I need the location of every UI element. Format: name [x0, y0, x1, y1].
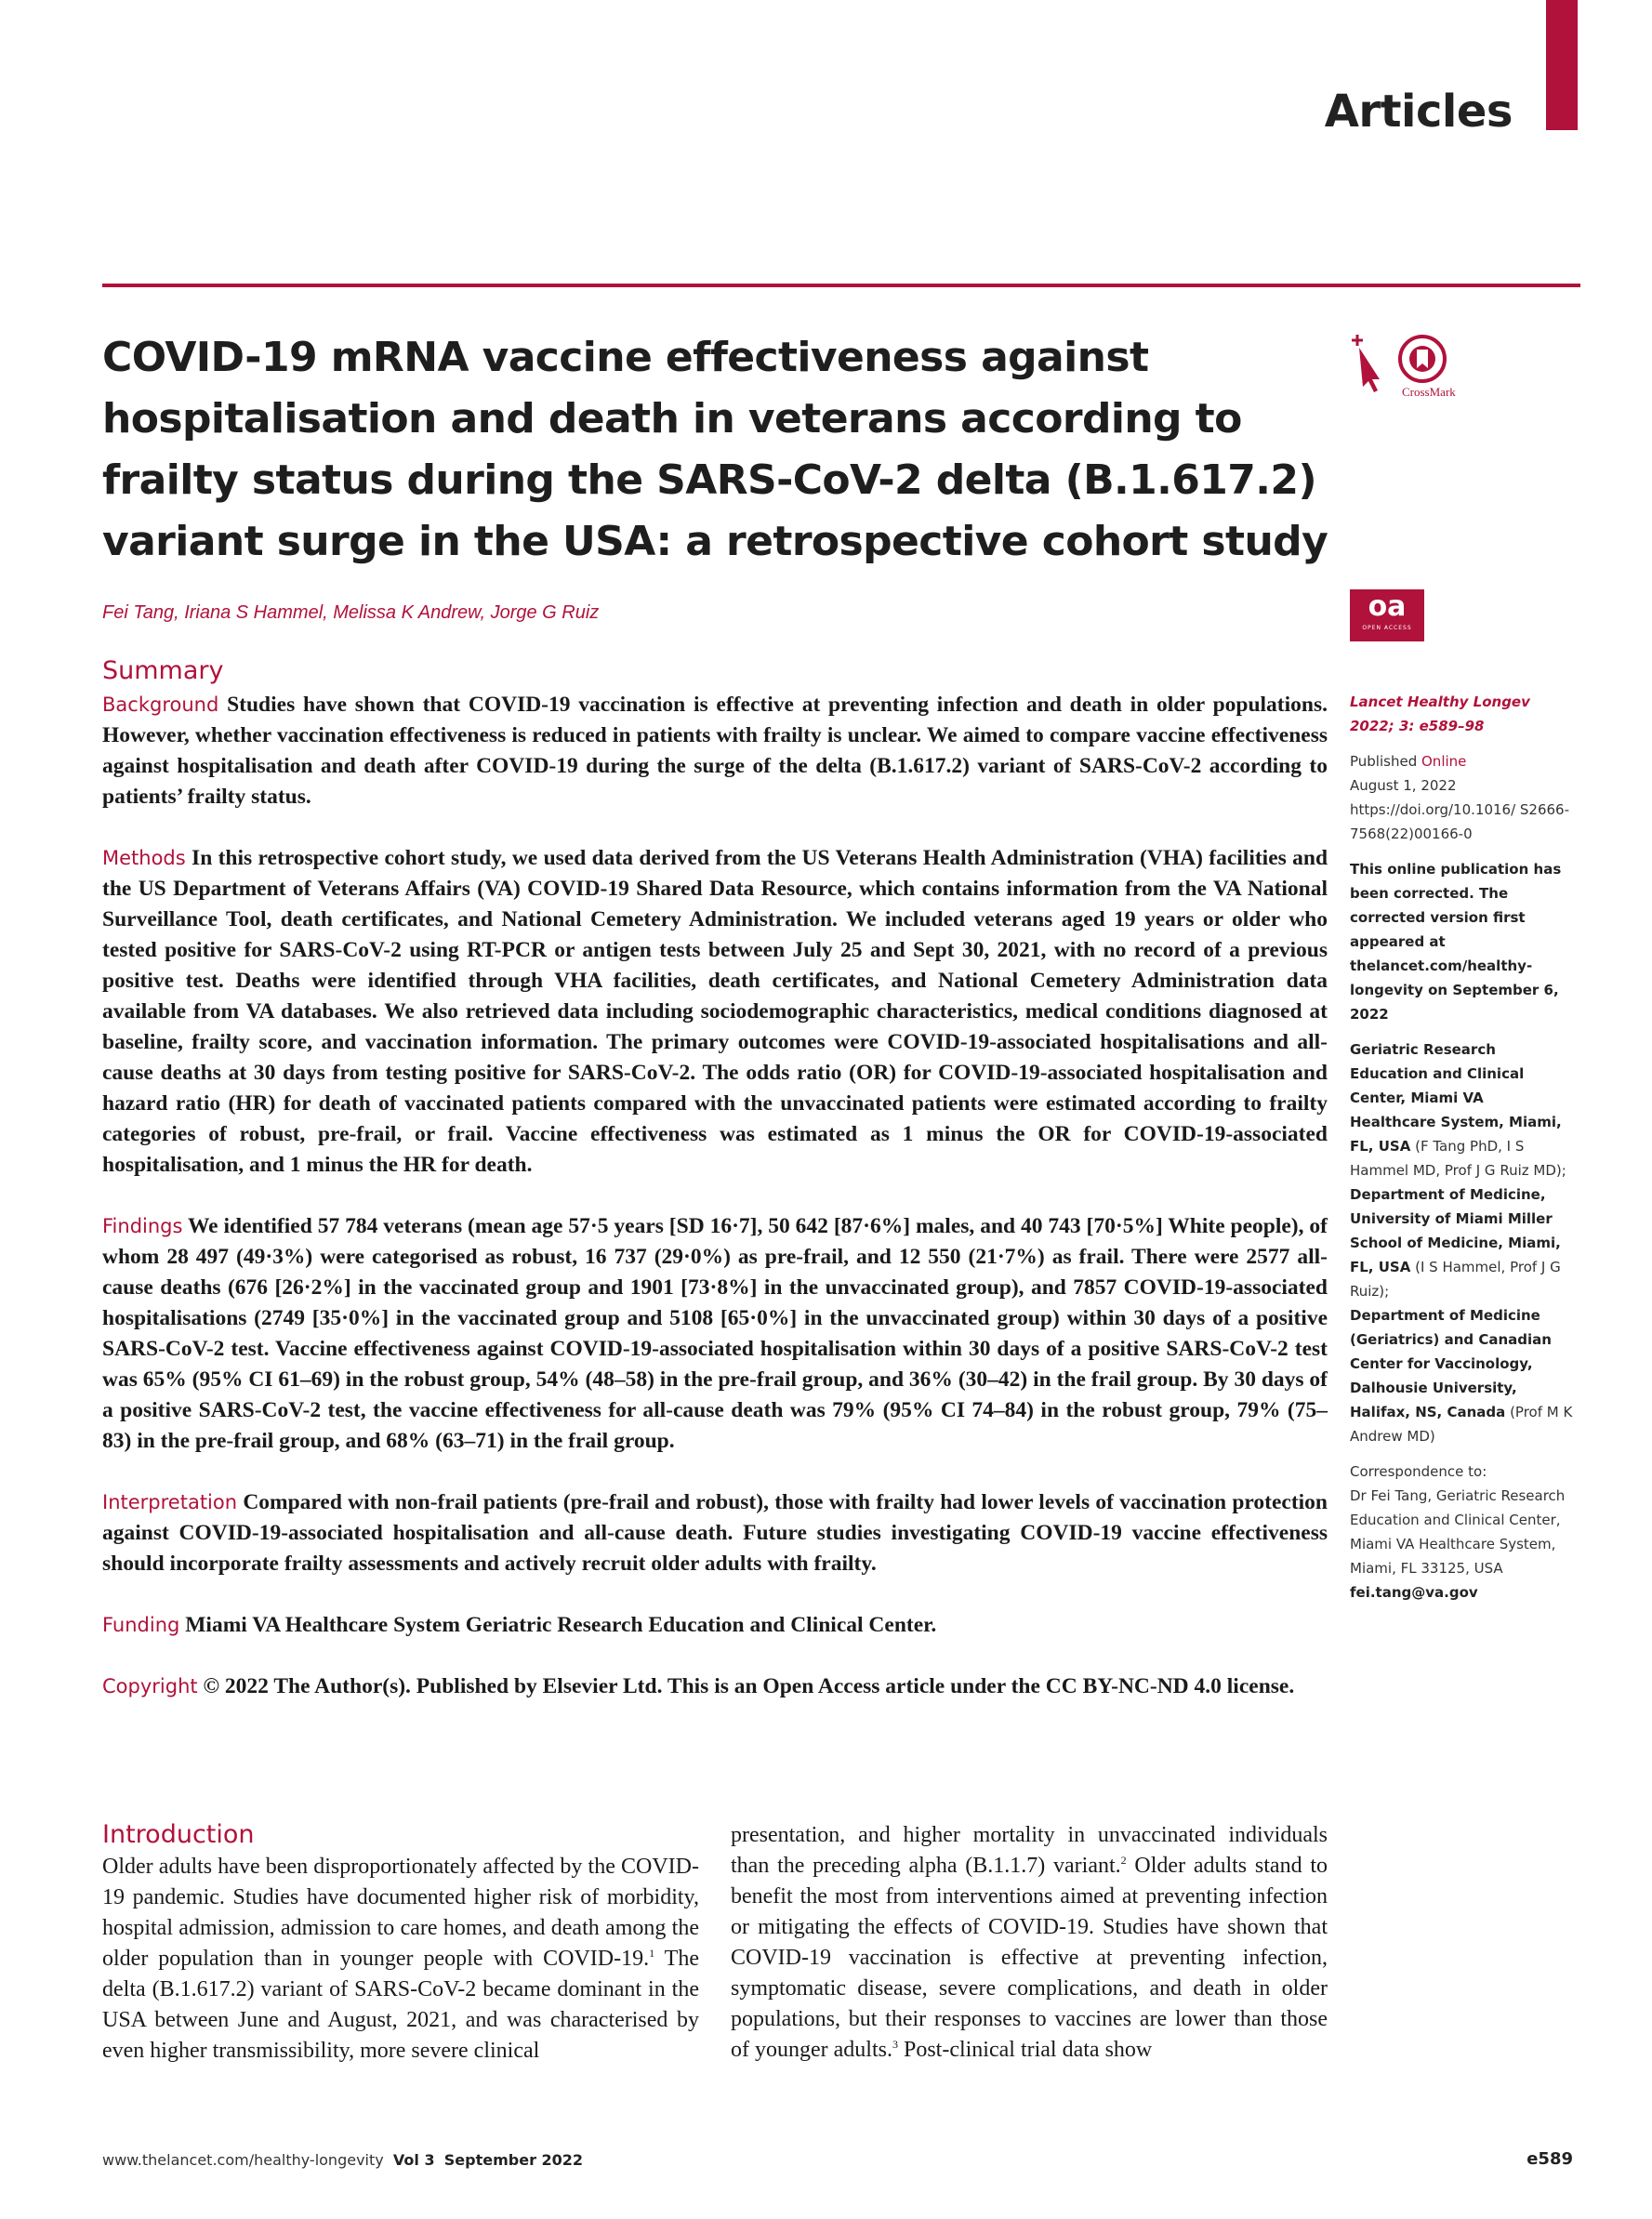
summary-funding — [102, 1610, 1328, 1641]
doi-link[interactable]: https://doi.org/10.1016/ S2666-7568(22)00166-0 — [1350, 801, 1570, 842]
summary-methods — [102, 843, 1328, 1181]
open-access-badge — [1350, 589, 1424, 641]
summary-copyright — [102, 1671, 1328, 1702]
funding-text: Miami VA Healthcare System Geriatric Research Education and Clinical Center. — [185, 1613, 937, 1637]
oa-text: oa — [1368, 590, 1407, 623]
affiliation-3: Department of Medicine (Geriatrics) and Canadian Center for Vaccinology, Dalhousie University, Halifax, NS, Canada — [1350, 1307, 1552, 1420]
reference-marker[interactable]: 1 — [649, 1947, 655, 1960]
correspondence-address: Dr Fei Tang, Geriatric Research Education and Clinical Center, Miami VA Healthcare System, Miami, FL 33125, USA — [1350, 1487, 1566, 1577]
affiliation-2-authors: (I S Hammel, Prof J G Ruiz) — [1350, 1259, 1561, 1300]
online-label: Online — [1421, 753, 1467, 770]
copyright-label: Copyright — [102, 1675, 198, 1697]
issue-date: September 2022 — [443, 2151, 584, 2169]
section-label: Articles — [1324, 86, 1513, 138]
correspondence — [1350, 1460, 1573, 1605]
findings-label: Findings — [102, 1215, 183, 1237]
published-date: August 1, 2022 — [1350, 777, 1457, 794]
header-rule — [102, 284, 1580, 287]
author-list[interactable]: Fei Tang, Iriana S Hammel, Melissa K Andrew, Jorge G Ruiz — [102, 602, 600, 623]
intro-text: The delta (B.1.617.2) variant of SARS-CoV-2 became dominant in the USA between June and August, 2021, and was characterised by even higher transmissibility, more severe clinical — [102, 1947, 699, 2063]
summary-heading: Summary — [102, 656, 224, 685]
article-sidebar — [1350, 690, 1573, 1616]
correspondence-label: Correspondence to: — [1350, 1463, 1487, 1480]
summary-interpretation — [102, 1487, 1328, 1579]
journal-citation: Lancet Healthy Longev 2022; 3: e589–98 — [1350, 693, 1530, 734]
affiliation-1-authors: (F Tang PhD, I S Hammel MD, Prof J G Ruiz MD) — [1350, 1138, 1562, 1179]
affiliation-1: Geriatric Research Education and Clinical Center, Miami VA Healthcare System, Miami, FL, USA — [1350, 1041, 1562, 1155]
methods-label: Methods — [102, 847, 186, 869]
intro-text: Older adults have been disproportionately affected by the COVID-19 pandemic. Studies have documented higher risk of morbidity, hospital admission, admission to care homes, and death among the older population than in younger people with COVID-19. — [102, 1855, 699, 1971]
summary-body — [102, 690, 1328, 1733]
funding-label: Funding — [102, 1614, 180, 1636]
published-label: Published — [1350, 753, 1418, 770]
correction-text: This online publication has been corrected. The corrected version first appeared at thelancet.com/healthy-longevity on September 6, 2022 — [1350, 861, 1562, 1023]
summary-background — [102, 690, 1328, 812]
intro-text: Older adults stand to benefit the most from interventions aimed at preventing infection or mitigating the effects of COVID-19. Studies have shown that COVID-19 vaccination is effective at preventing infection, symptomatic disease, severe complications, and death in older populations, but their responses to vaccines are lower than those of younger adults. — [731, 1854, 1328, 2062]
background-label: Background — [102, 693, 219, 716]
reference-marker[interactable]: 2 — [1120, 1854, 1127, 1867]
intro-text: presentation, and higher mortality in unvaccinated individuals than the preceding alpha (B.1.1.7) variant. — [731, 1823, 1328, 1878]
summary-findings — [102, 1211, 1328, 1457]
reference-marker[interactable]: 3 — [892, 2038, 898, 2051]
methods-text: In this retrospective cohort study, we used data derived from the US Veterans Health Administration (VHA) facilities and the US Department of Veterans Affairs (VA) COVID-19 Shared Data Resource, which contains information from the VA National Surveillance Tool, death certificates, and National Cemetery Administration. We included veterans aged 19 years or older who tested positive for SARS-CoV-2 using RT-PCR or antigen tests between July 25 and Sept 30, 2021, with no record of a previous positive test. Deaths were identified through VHA facilities, death certificates, and National Cemetery Administration data available from VA databases. We also retrieved data including sociodemographic characteristics, medical conditions diagnosed at baseline, frailty score, and vaccination information. The primary outcomes were COVID-19-associated hospitalisations and all-cause deaths at 30 days from testing positive for SARS-CoV-2. The odds ratio (OR) for COVID-19-associated hospitalisation and hazard ratio (HR) for death of vaccinated patients compared with the unvaccinated patients were estimated according to frailty categories of robust, pre-frail, or frail. Vaccine effectiveness was estimated as 1 minus the OR for COVID-19-associated hospitalisation, and 1 minus the HR for death. — [102, 846, 1328, 1177]
background-text: Studies have shown that COVID-19 vaccination is effective at preventing infection and death in older populations. However, whether vaccination effectiveness is reduced in patients with frailty is unclear. We aimed to compare vaccine effectiveness against hospitalisation and death after COVID-19 during the surge of the delta (B.1.617.2) variant of SARS-CoV-2 according to patients’ frailty status. — [102, 693, 1328, 809]
interpretation-text: Compared with non-frail patients (pre-frail and robust), those with frailty had lower levels of vaccination protection against COVID-19-associated hospitalisation and all-cause death. Future studies investigating COVID-19 vaccine effectiveness should incorporate frailty assessments and actively recruit older adults with frailty. — [102, 1490, 1328, 1576]
affiliation-3-authors: (Prof M K Andrew MD) — [1350, 1404, 1573, 1445]
copyright-text: © 2022 The Author(s). Published by Elsevier Ltd. This is an Open Access article under the CC BY-NC-ND 4.0 license. — [203, 1674, 1295, 1698]
intro-text: Post-clinical trial data show — [897, 2038, 1153, 2062]
corner-accent-bar — [1546, 0, 1578, 130]
correction-note — [1350, 857, 1573, 1026]
oa-subtext: OPEN ACCESS — [1362, 625, 1412, 631]
article-title: COVID-19 mRNA vaccine effectiveness against hospitalisation and death in veterans according to frailty status during the SARS-CoV-2 delta (B.1.617.2) variant surge in the USA: a retrospective cohort study — [102, 334, 1328, 565]
crossmark-label: CrossMark — [1402, 385, 1456, 399]
journal-url[interactable]: www.thelancet.com/healthy-longevity — [102, 2151, 384, 2169]
publication-info — [1350, 749, 1573, 846]
introduction-heading: Introduction — [102, 1820, 255, 1849]
affiliations: Geriatric Research Education and Clinical Center, Miami VA Healthcare System, Miami, FL, USA (F Tang PhD, I S Hammel MD, Prof J G Ruiz MD); Department of Medicine, University of Miami Miller School of Medicine, Miami, FL, USA (I S Hammel, Prof J G Ruiz); Department of Medicine (Geriatrics) and Canadian Center for Vaccinology, Dalhousie University, Halifax, NS, Canada (Prof M K Andrew MD) — [1350, 1041, 1573, 1445]
interpretation-label: Interpretation — [102, 1491, 238, 1513]
volume: Vol 3 — [392, 2151, 435, 2169]
introduction-left-column — [102, 1852, 699, 2067]
page-number: e589 — [1526, 2149, 1573, 2169]
correspondence-email[interactable]: fei.tang@va.gov — [1350, 1584, 1478, 1601]
crossmark-badge[interactable] — [1346, 333, 1458, 407]
affiliation-2: Department of Medicine, University of Miami Miller School of Medicine, Miami, FL, USA — [1350, 1186, 1561, 1275]
page-footer — [102, 2151, 583, 2169]
introduction-right-column — [731, 1820, 1328, 2066]
findings-text: We identified 57 784 veterans (mean age 57·5 years [SD 16·7], 50 642 [87·6%] males, and 40 743 [70·5%] White people), of whom 28 497 (49·3%) were categorised as robust, 16 737 (29·0%) as pre-frail, and 12 550 (21·7%) as frail. There were 2577 all-cause deaths (676 [26·2%] in the vaccinated group and 1901 [73·8%] in the unvaccinated group), and 7857 COVID-19-associated hospitalisations (2749 [35·0%] in the vaccinated group and 5108 [65·0%] in the unvaccinated group) within 30 days of a positive SARS-CoV-2 test. Vaccine effectiveness against COVID-19-associated hospitalisation within 30 days of a positive SARS-CoV-2 test was 65% (95% CI 61–69) in the robust group, 54% (48–58) in the pre-frail group, and 36% (30–42) in the frail group. By 30 days of a positive SARS-CoV-2 test, the vaccine effectiveness for all-cause death was 79% (95% CI 74–84) in the robust group, 79% (75–83) in the pre-frail group, and 68% (63–71) in the frail group. — [102, 1214, 1328, 1453]
